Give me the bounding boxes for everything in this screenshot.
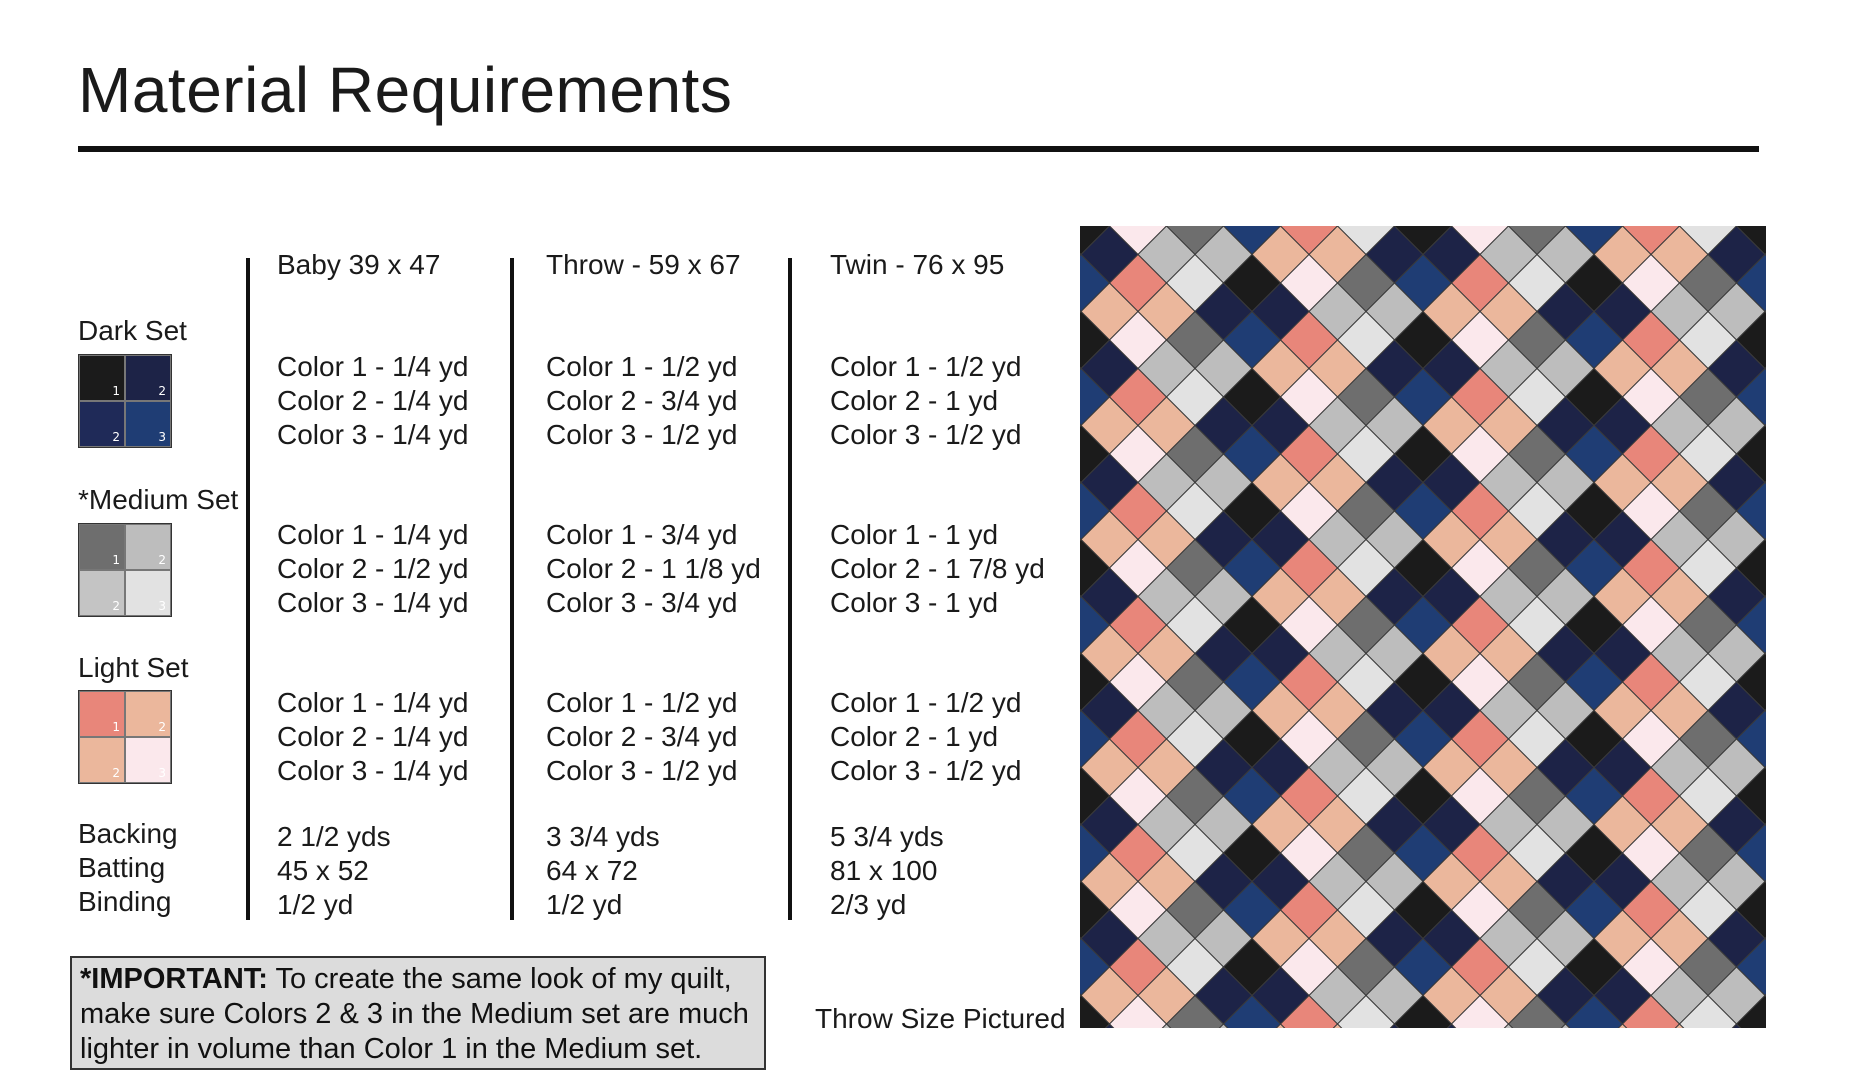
important-note-heading: *IMPORTANT:	[80, 963, 268, 995]
misc-baby	[277, 820, 391, 922]
amount-line: Color 1 - 1/2 yd	[830, 687, 1022, 718]
dark-set-baby	[277, 350, 468, 452]
amount-line: Color 1 - 1/2 yd	[546, 687, 738, 718]
swatch-number: 3	[158, 430, 166, 444]
dark-set-twin	[830, 350, 1021, 452]
binding-value: 1/2 yd	[546, 889, 623, 920]
light-set-label: Light Set	[78, 652, 189, 683]
medium-set-label: *Medium Set	[78, 484, 239, 515]
dark-set-swatch	[78, 354, 172, 448]
page-title: Material Requirements	[78, 54, 733, 126]
medium-set-throw	[546, 518, 761, 620]
light-set-twin	[830, 686, 1021, 788]
amount-line: Color 2 - 1/2 yd	[277, 553, 469, 584]
dark-set-label: Dark Set	[78, 315, 187, 346]
swatch-cell	[79, 401, 125, 447]
swatch-cell	[125, 524, 171, 570]
amount-line: Color 2 - 3/4 yd	[546, 721, 738, 752]
backing-value: 2 1/2 yds	[277, 821, 391, 852]
swatch-number: 1	[112, 553, 120, 567]
amount-line: Color 1 - 1/2 yd	[546, 351, 738, 382]
amount-line: Color 2 - 1 yd	[830, 721, 999, 752]
quilt-caption: Throw Size Pictured	[815, 1003, 1066, 1034]
amount-line: Color 2 - 1 1/8 yd	[546, 553, 761, 584]
amount-line: Color 3 - 1/4 yd	[277, 755, 469, 786]
binding-label: Binding	[78, 886, 172, 917]
amount-line: Color 2 - 1/4 yd	[277, 385, 469, 416]
swatch-cell	[125, 691, 171, 737]
dark-set-throw	[546, 350, 737, 452]
swatch-number: 2	[158, 720, 166, 734]
medium-set-swatch	[78, 523, 172, 617]
amount-line: Color 1 - 1 yd	[830, 519, 999, 550]
swatch-cell	[125, 737, 171, 783]
amount-line: Color 3 - 3/4 yd	[546, 587, 738, 618]
swatch-cell	[125, 355, 171, 401]
amount-line: Color 3 - 1/4 yd	[277, 419, 469, 450]
swatch-cell	[79, 355, 125, 401]
amount-line: Color 1 - 1/4 yd	[277, 351, 469, 382]
amount-line: Color 3 - 1/2 yd	[546, 419, 738, 450]
swatch-number: 2	[112, 766, 120, 780]
amount-line: Color 2 - 1 yd	[830, 385, 999, 416]
amount-line: Color 1 - 1/4 yd	[277, 687, 469, 718]
medium-set-baby	[277, 518, 468, 620]
column-divider	[510, 258, 514, 920]
amount-line: Color 3 - 1/2 yd	[830, 755, 1022, 786]
swatch-number: 1	[112, 384, 120, 398]
column-divider	[788, 258, 792, 920]
amount-line: Color 3 - 1/4 yd	[277, 587, 469, 618]
column-header-baby: Baby 39 x 47	[277, 249, 441, 280]
swatch-number: 2	[158, 384, 166, 398]
important-note-text: To create the same look of my quilt, make sure Colors 2 & 3 in the Medium set are much lighter in volume than Color 1 in the Medium set.	[80, 963, 749, 1065]
swatch-number: 3	[158, 599, 166, 613]
column-header-twin: Twin - 76 x 95	[830, 249, 1005, 280]
amount-line: Color 3 - 1/2 yd	[546, 755, 738, 786]
medium-set-twin	[830, 518, 1045, 620]
swatch-number: 2	[112, 599, 120, 613]
swatch-cell	[79, 737, 125, 783]
swatch-cell	[79, 570, 125, 616]
amount-line: Color 3 - 1/2 yd	[830, 419, 1022, 450]
swatch-number: 1	[112, 720, 120, 734]
backing-value: 3 3/4 yds	[546, 821, 660, 852]
batting-value: 64 x 72	[546, 855, 638, 886]
swatch-cell	[125, 401, 171, 447]
swatch-number: 2	[112, 430, 120, 444]
column-divider	[246, 258, 250, 920]
light-set-swatch	[78, 690, 172, 784]
light-set-throw	[546, 686, 737, 788]
batting-value: 45 x 52	[277, 855, 369, 886]
important-note	[70, 956, 766, 1070]
misc-labels	[78, 817, 178, 919]
amount-line: Color 1 - 1/2 yd	[830, 351, 1022, 382]
amount-line: Color 1 - 1/4 yd	[277, 519, 469, 550]
swatch-cell	[79, 691, 125, 737]
batting-label: Batting	[78, 852, 166, 883]
misc-twin	[830, 820, 944, 922]
amount-line: Color 2 - 1/4 yd	[277, 721, 469, 752]
quilt-pattern-image	[1080, 226, 1766, 1028]
amount-line: Color 3 - 1 yd	[830, 587, 999, 618]
light-set-baby	[277, 686, 468, 788]
misc-throw	[546, 820, 660, 922]
swatch-number: 3	[158, 766, 166, 780]
amount-line: Color 2 - 1 7/8 yd	[830, 553, 1045, 584]
title-rule	[78, 146, 1759, 152]
swatch-cell	[79, 524, 125, 570]
swatch-cell	[125, 570, 171, 616]
swatch-number: 2	[158, 553, 166, 567]
binding-value: 2/3 yd	[830, 889, 907, 920]
amount-line: Color 1 - 3/4 yd	[546, 519, 738, 550]
column-header-throw: Throw - 59 x 67	[546, 249, 741, 280]
backing-label: Backing	[78, 818, 178, 849]
backing-value: 5 3/4 yds	[830, 821, 944, 852]
binding-value: 1/2 yd	[277, 889, 354, 920]
batting-value: 81 x 100	[830, 855, 938, 886]
amount-line: Color 2 - 3/4 yd	[546, 385, 738, 416]
